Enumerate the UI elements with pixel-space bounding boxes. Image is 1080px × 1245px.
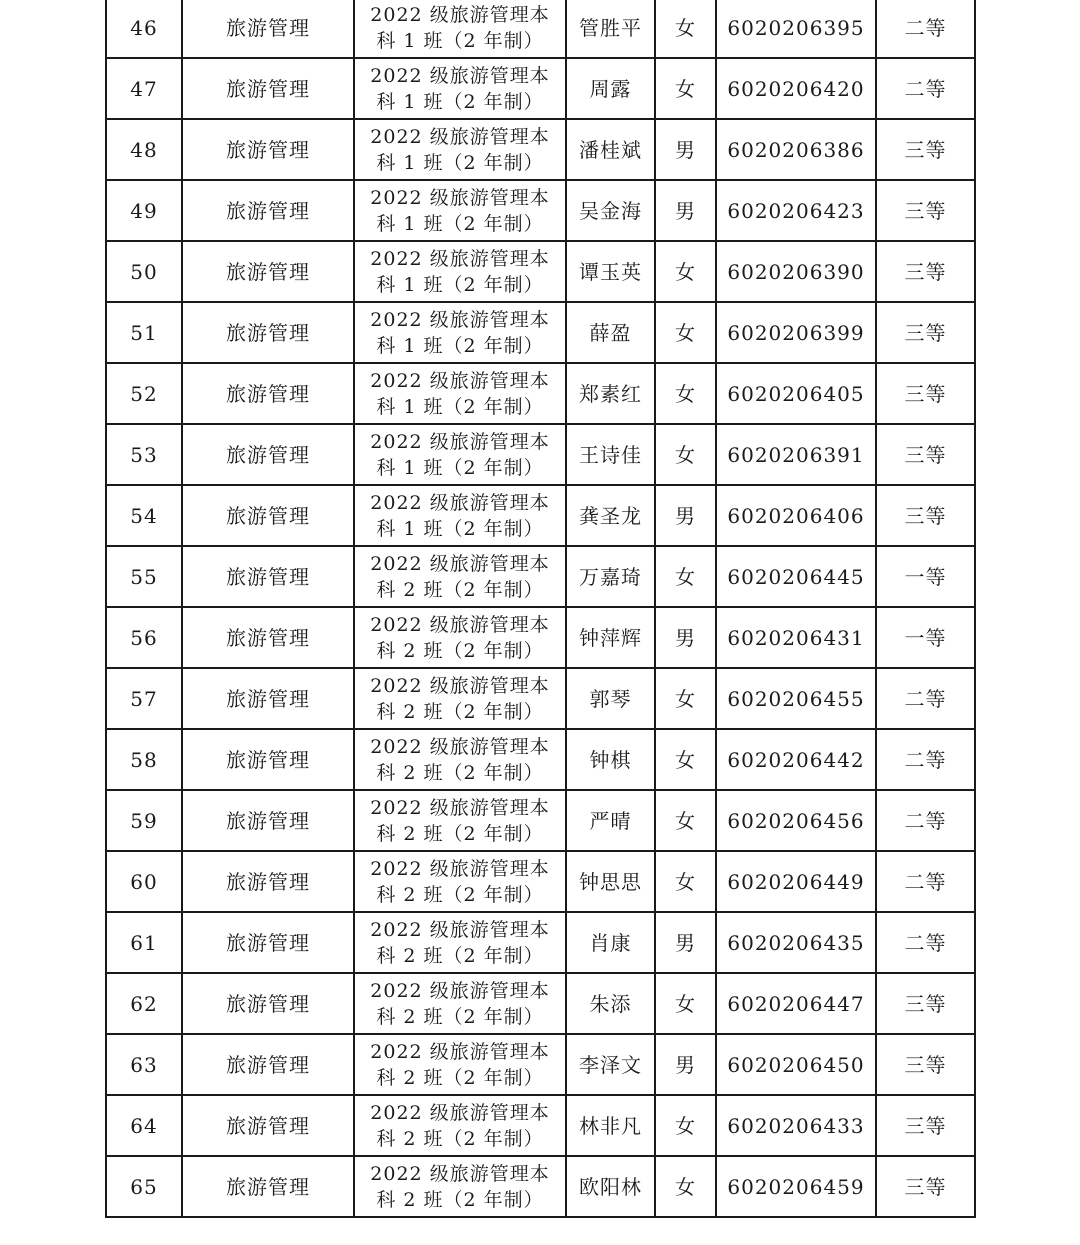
student-name-cell: 钟萍辉	[566, 607, 655, 668]
student-id-cell: 6020206445	[716, 546, 876, 607]
table-row	[106, 0, 975, 58]
row-number-cell: 64	[106, 1095, 182, 1156]
major-cell: 旅游管理	[182, 241, 354, 302]
table-row	[106, 912, 975, 973]
row-number-cell: 49	[106, 180, 182, 241]
table-row	[106, 1156, 975, 1217]
student-name-cell: 欧阳林	[566, 1156, 655, 1217]
major-cell: 旅游管理	[182, 851, 354, 912]
class-line-1: 2022 级旅游管理本	[370, 1162, 550, 1185]
class-line-2: 科 2 班（2 年制）	[376, 761, 544, 784]
student-id-cell: 6020206447	[716, 973, 876, 1034]
class-line-1: 2022 级旅游管理本	[370, 1040, 550, 1063]
major-cell: 旅游管理	[182, 790, 354, 851]
row-number-cell: 51	[106, 302, 182, 363]
table-row	[106, 1095, 975, 1156]
table-row	[106, 973, 975, 1034]
student-name-cell: 龚圣龙	[566, 485, 655, 546]
class-cell	[354, 119, 566, 180]
class-line-1: 2022 级旅游管理本	[370, 552, 550, 575]
major-cell: 旅游管理	[182, 119, 354, 180]
class-line-1: 2022 级旅游管理本	[370, 918, 550, 941]
student-name-cell: 林非凡	[566, 1095, 655, 1156]
award-level-cell: 三等	[876, 485, 975, 546]
class-line-1: 2022 级旅游管理本	[370, 430, 550, 453]
table-row	[106, 851, 975, 912]
class-cell	[354, 729, 566, 790]
gender-cell: 男	[655, 180, 716, 241]
award-level-cell: 三等	[876, 119, 975, 180]
class-line-2: 科 2 班（2 年制）	[376, 1066, 544, 1089]
student-id-cell: 6020206449	[716, 851, 876, 912]
student-name-cell: 严晴	[566, 790, 655, 851]
major-cell: 旅游管理	[182, 363, 354, 424]
major-cell: 旅游管理	[182, 424, 354, 485]
student-id-cell: 6020206450	[716, 1034, 876, 1095]
table-row	[106, 180, 975, 241]
student-id-cell: 6020206455	[716, 668, 876, 729]
class-cell	[354, 363, 566, 424]
student-id-cell: 6020206456	[716, 790, 876, 851]
row-number-cell: 63	[106, 1034, 182, 1095]
class-cell	[354, 1095, 566, 1156]
class-cell	[354, 1156, 566, 1217]
class-line-1: 2022 级旅游管理本	[370, 64, 550, 87]
class-cell	[354, 241, 566, 302]
gender-cell: 女	[655, 668, 716, 729]
student-id-cell: 6020206386	[716, 119, 876, 180]
class-line-2: 科 1 班（2 年制）	[376, 151, 544, 174]
class-line-2: 科 2 班（2 年制）	[376, 1127, 544, 1150]
row-number-cell: 53	[106, 424, 182, 485]
student-id-cell: 6020206391	[716, 424, 876, 485]
gender-cell: 男	[655, 607, 716, 668]
gender-cell: 女	[655, 729, 716, 790]
class-cell	[354, 546, 566, 607]
award-level-cell: 三等	[876, 1156, 975, 1217]
class-line-1: 2022 级旅游管理本	[370, 735, 550, 758]
award-level-cell: 二等	[876, 851, 975, 912]
gender-cell: 女	[655, 424, 716, 485]
class-cell	[354, 58, 566, 119]
table-row	[106, 424, 975, 485]
major-cell: 旅游管理	[182, 1034, 354, 1095]
table-row	[106, 241, 975, 302]
class-line-1: 2022 级旅游管理本	[370, 857, 550, 880]
gender-cell: 女	[655, 363, 716, 424]
class-line-1: 2022 级旅游管理本	[370, 979, 550, 1002]
gender-cell: 女	[655, 0, 716, 58]
roster-body	[106, 0, 975, 1217]
gender-cell: 女	[655, 851, 716, 912]
award-level-cell: 三等	[876, 973, 975, 1034]
major-cell: 旅游管理	[182, 302, 354, 363]
row-number-cell: 48	[106, 119, 182, 180]
major-cell: 旅游管理	[182, 0, 354, 58]
row-number-cell: 55	[106, 546, 182, 607]
class-line-1: 2022 级旅游管理本	[370, 491, 550, 514]
major-cell: 旅游管理	[182, 485, 354, 546]
award-level-cell: 二等	[876, 0, 975, 58]
gender-cell: 男	[655, 119, 716, 180]
class-cell	[354, 0, 566, 58]
student-name-cell: 王诗佳	[566, 424, 655, 485]
class-line-2: 科 2 班（2 年制）	[376, 1188, 544, 1211]
class-line-1: 2022 级旅游管理本	[370, 613, 550, 636]
gender-cell: 女	[655, 58, 716, 119]
class-line-2: 科 2 班（2 年制）	[376, 639, 544, 662]
class-line-2: 科 2 班（2 年制）	[376, 578, 544, 601]
student-name-cell: 朱添	[566, 973, 655, 1034]
student-id-cell: 6020206395	[716, 0, 876, 58]
major-cell: 旅游管理	[182, 973, 354, 1034]
student-id-cell: 6020206405	[716, 363, 876, 424]
class-cell	[354, 180, 566, 241]
class-cell	[354, 668, 566, 729]
row-number-cell: 54	[106, 485, 182, 546]
class-cell	[354, 607, 566, 668]
class-line-1: 2022 级旅游管理本	[370, 247, 550, 270]
major-cell: 旅游管理	[182, 729, 354, 790]
class-cell	[354, 302, 566, 363]
gender-cell: 女	[655, 546, 716, 607]
award-level-cell: 二等	[876, 668, 975, 729]
class-cell	[354, 912, 566, 973]
row-number-cell: 60	[106, 851, 182, 912]
class-line-1: 2022 级旅游管理本	[370, 3, 550, 26]
class-line-2: 科 2 班（2 年制）	[376, 944, 544, 967]
row-number-cell: 65	[106, 1156, 182, 1217]
table-row	[106, 485, 975, 546]
class-cell	[354, 424, 566, 485]
table-row	[106, 790, 975, 851]
student-id-cell: 6020206431	[716, 607, 876, 668]
class-line-2: 科 1 班（2 年制）	[376, 273, 544, 296]
student-id-cell: 6020206459	[716, 1156, 876, 1217]
award-level-cell: 三等	[876, 241, 975, 302]
award-level-cell: 二等	[876, 729, 975, 790]
award-level-cell: 三等	[876, 1034, 975, 1095]
gender-cell: 女	[655, 790, 716, 851]
major-cell: 旅游管理	[182, 1095, 354, 1156]
award-roster-table	[105, 0, 976, 1218]
award-level-cell: 三等	[876, 424, 975, 485]
student-id-cell: 6020206423	[716, 180, 876, 241]
award-level-cell: 三等	[876, 180, 975, 241]
major-cell: 旅游管理	[182, 607, 354, 668]
student-id-cell: 6020206406	[716, 485, 876, 546]
student-name-cell: 潘桂斌	[566, 119, 655, 180]
table-row	[106, 363, 975, 424]
class-line-2: 科 1 班（2 年制）	[376, 29, 544, 52]
row-number-cell: 61	[106, 912, 182, 973]
award-level-cell: 三等	[876, 302, 975, 363]
table-row	[106, 729, 975, 790]
student-name-cell: 万嘉琦	[566, 546, 655, 607]
row-number-cell: 59	[106, 790, 182, 851]
gender-cell: 男	[655, 485, 716, 546]
award-level-cell: 二等	[876, 58, 975, 119]
table-row	[106, 607, 975, 668]
gender-cell: 女	[655, 302, 716, 363]
class-line-1: 2022 级旅游管理本	[370, 674, 550, 697]
class-line-2: 科 2 班（2 年制）	[376, 1005, 544, 1028]
student-name-cell: 管胜平	[566, 0, 655, 58]
major-cell: 旅游管理	[182, 668, 354, 729]
class-cell	[354, 485, 566, 546]
class-line-1: 2022 级旅游管理本	[370, 186, 550, 209]
award-level-cell: 二等	[876, 790, 975, 851]
class-line-1: 2022 级旅游管理本	[370, 125, 550, 148]
student-name-cell: 谭玉英	[566, 241, 655, 302]
table-row	[106, 668, 975, 729]
table-row	[106, 302, 975, 363]
class-line-2: 科 1 班（2 年制）	[376, 456, 544, 479]
class-cell	[354, 973, 566, 1034]
student-name-cell: 钟思思	[566, 851, 655, 912]
student-name-cell: 薛盈	[566, 302, 655, 363]
class-line-1: 2022 级旅游管理本	[370, 369, 550, 392]
class-line-2: 科 1 班（2 年制）	[376, 90, 544, 113]
award-level-cell: 三等	[876, 1095, 975, 1156]
student-name-cell: 吴金海	[566, 180, 655, 241]
class-line-2: 科 1 班（2 年制）	[376, 517, 544, 540]
class-line-2: 科 1 班（2 年制）	[376, 212, 544, 235]
class-cell	[354, 790, 566, 851]
award-level-cell: 一等	[876, 546, 975, 607]
row-number-cell: 58	[106, 729, 182, 790]
student-name-cell: 钟棋	[566, 729, 655, 790]
row-number-cell: 47	[106, 58, 182, 119]
gender-cell: 女	[655, 973, 716, 1034]
table-row	[106, 58, 975, 119]
class-cell	[354, 851, 566, 912]
table-row	[106, 119, 975, 180]
class-line-1: 2022 级旅游管理本	[370, 1101, 550, 1124]
class-line-2: 科 1 班（2 年制）	[376, 395, 544, 418]
major-cell: 旅游管理	[182, 1156, 354, 1217]
student-name-cell: 李泽文	[566, 1034, 655, 1095]
student-id-cell: 6020206390	[716, 241, 876, 302]
student-name-cell: 肖康	[566, 912, 655, 973]
award-level-cell: 三等	[876, 363, 975, 424]
gender-cell: 女	[655, 241, 716, 302]
major-cell: 旅游管理	[182, 546, 354, 607]
student-id-cell: 6020206399	[716, 302, 876, 363]
student-name-cell: 郭琴	[566, 668, 655, 729]
row-number-cell: 56	[106, 607, 182, 668]
row-number-cell: 57	[106, 668, 182, 729]
row-number-cell: 50	[106, 241, 182, 302]
major-cell: 旅游管理	[182, 58, 354, 119]
row-number-cell: 46	[106, 0, 182, 58]
student-id-cell: 6020206433	[716, 1095, 876, 1156]
row-number-cell: 62	[106, 973, 182, 1034]
table-row	[106, 1034, 975, 1095]
gender-cell: 女	[655, 1095, 716, 1156]
class-line-1: 2022 级旅游管理本	[370, 796, 550, 819]
student-name-cell: 周露	[566, 58, 655, 119]
class-line-1: 2022 级旅游管理本	[370, 308, 550, 331]
student-id-cell: 6020206442	[716, 729, 876, 790]
gender-cell: 男	[655, 912, 716, 973]
student-name-cell: 郑素红	[566, 363, 655, 424]
award-level-cell: 一等	[876, 607, 975, 668]
class-line-2: 科 2 班（2 年制）	[376, 822, 544, 845]
student-id-cell: 6020206420	[716, 58, 876, 119]
class-line-2: 科 2 班（2 年制）	[376, 883, 544, 906]
major-cell: 旅游管理	[182, 912, 354, 973]
award-level-cell: 二等	[876, 912, 975, 973]
table-row	[106, 546, 975, 607]
gender-cell: 男	[655, 1034, 716, 1095]
gender-cell: 女	[655, 1156, 716, 1217]
class-line-2: 科 1 班（2 年制）	[376, 334, 544, 357]
class-line-2: 科 2 班（2 年制）	[376, 700, 544, 723]
class-cell	[354, 1034, 566, 1095]
major-cell: 旅游管理	[182, 180, 354, 241]
row-number-cell: 52	[106, 363, 182, 424]
student-id-cell: 6020206435	[716, 912, 876, 973]
